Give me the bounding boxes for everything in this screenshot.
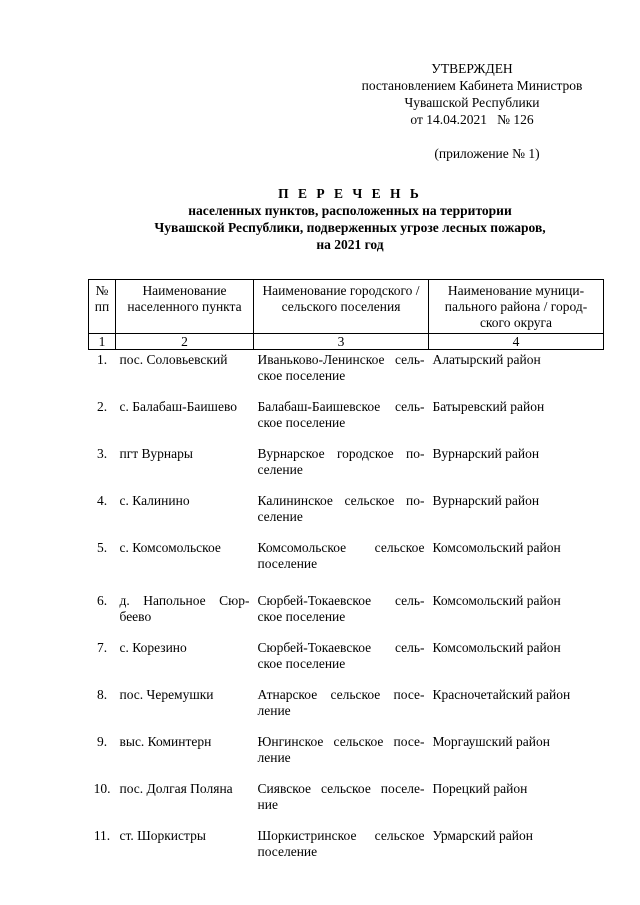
row-number: 10.	[93, 781, 111, 796]
district-name: Урмарский район	[432, 828, 533, 843]
district-name: Порецкий район	[432, 781, 528, 796]
settlement-name: пос. Долгая Поляна	[119, 781, 233, 796]
table-row	[89, 444, 604, 491]
settlement-name: пгт Вурнары	[119, 446, 193, 461]
column-number-2: 2	[116, 334, 254, 350]
approval-issuer: постановлением Кабинета Министров	[361, 78, 583, 93]
table-body	[89, 350, 604, 874]
municipality-name: Юнгинское сельское посе-ление	[257, 734, 425, 765]
row-number: 3.	[96, 446, 108, 461]
settlements-table	[88, 279, 604, 873]
district-name: Комсомольский район	[432, 593, 561, 608]
district-name: Моргаушский район	[432, 734, 550, 749]
approval-republic: Чувашской Республики	[404, 95, 540, 110]
settlement-name: д. Напольное Сюр-беево	[119, 593, 250, 624]
settlement-name: с. Корезино	[119, 640, 187, 655]
row-number: 2.	[96, 399, 108, 414]
row-number: 11.	[93, 828, 111, 843]
district-name: Батыревский район	[432, 399, 545, 414]
district-name: Вурнарский район	[432, 493, 540, 508]
header-municipality: Наименование городского / сельского поселения	[254, 280, 429, 334]
approval-heading: УТВЕРЖДЕН	[431, 61, 513, 76]
title-line-3: Чувашской Республики, подверженных угрозе лесных пожаров,	[154, 220, 546, 235]
municipality-name: Балабаш-Баишевское сель-ское поселение	[257, 399, 425, 430]
header-district: Наименование муници-пального района / город-ского округа	[429, 280, 604, 334]
table-row	[89, 397, 604, 444]
header-number: № пп	[89, 280, 116, 334]
district-name: Комсомольский район	[432, 640, 561, 655]
district-name: Вурнарский район	[432, 446, 540, 461]
row-number: 6.	[96, 593, 108, 608]
district-name: Алатырский район	[432, 352, 541, 367]
table-row	[89, 491, 604, 538]
table-row	[89, 350, 604, 398]
column-number-4: 4	[429, 334, 604, 350]
title-line-4: на 2021 год	[316, 237, 384, 252]
municipality-name: Шоркистринское сельское поселение	[257, 828, 425, 859]
settlement-name: выс. Коминтерн	[119, 734, 212, 749]
table-row	[89, 638, 604, 685]
title-heading: П Е Р Е Ч Е Н Ь	[278, 186, 422, 201]
document-title	[60, 185, 640, 253]
column-number-1: 1	[89, 334, 116, 350]
municipality-name: Сюрбей-Токаевское сель-ское поселение	[257, 593, 425, 624]
table-row	[89, 685, 604, 732]
table-row	[89, 826, 604, 873]
settlement-name: с. Балабаш-Баишево	[119, 399, 237, 414]
municipality-name: Сиявское сельское поселе-ние	[257, 781, 425, 812]
municipality-name: Сюрбей-Токаевское сель-ское поселение	[257, 640, 425, 671]
settlement-name: с. Комсомольское	[119, 540, 221, 555]
table-row	[89, 538, 604, 591]
municipality-name: Атнарское сельское посе-ление	[257, 687, 425, 718]
municipality-name: Иваньково-Ленинское сель-ское поселение	[257, 352, 425, 383]
row-number: 8.	[96, 687, 108, 702]
municipality-name: Вурнарское городское по-селение	[257, 446, 425, 477]
table-row	[89, 779, 604, 826]
settlement-name: ст. Шоркистры	[119, 828, 206, 843]
settlement-name: с. Калинино	[119, 493, 190, 508]
table-row	[89, 591, 604, 638]
appendix-label: (приложение № 1)	[434, 146, 540, 161]
table-row	[89, 732, 604, 779]
municipality-name: Комсомольское сельское поселение	[257, 540, 425, 571]
row-number: 5.	[96, 540, 108, 555]
approval-date-number: от 14.04.2021 № 126	[410, 112, 534, 127]
row-number: 7.	[96, 640, 108, 655]
title-line-2: населенных пунктов, расположенных на территории	[188, 203, 512, 218]
district-name: Комсомольский район	[432, 540, 561, 555]
row-number: 4.	[96, 493, 108, 508]
row-number: 1.	[96, 352, 108, 367]
approval-stamp	[330, 60, 614, 162]
settlement-name: пос. Черемушки	[119, 687, 214, 702]
row-number: 9.	[96, 734, 108, 749]
column-number-3: 3	[254, 334, 429, 350]
settlement-name: пос. Соловьевский	[119, 352, 228, 367]
header-settlement: Наименование населенного пункта	[116, 280, 254, 334]
district-name: Красночетайский район	[432, 687, 571, 702]
municipality-name: Калининское сельское по-селение	[257, 493, 425, 524]
